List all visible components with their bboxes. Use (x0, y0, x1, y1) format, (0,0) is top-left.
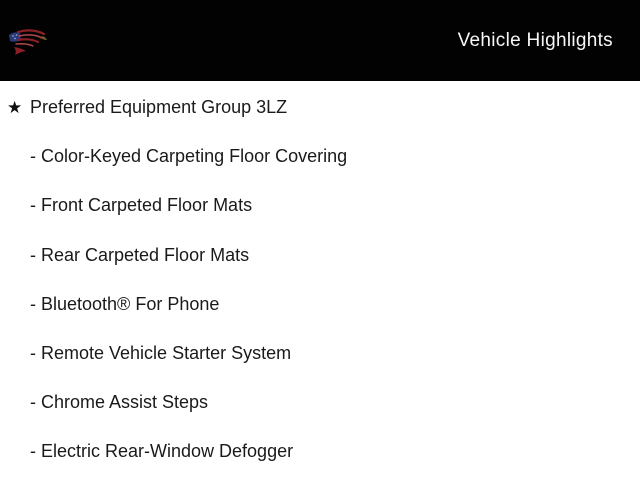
page-title: Vehicle Highlights (457, 29, 613, 51)
feature-item (0, 132, 640, 181)
feature-item (0, 280, 640, 329)
feature-label: - Rear Carpeted Floor Mats (30, 244, 250, 265)
highlights-list (0, 83, 640, 477)
eagle-flag-logo-icon (6, 24, 56, 58)
feature-item (0, 427, 640, 476)
equipment-group-row (0, 83, 640, 132)
equipment-group-label: Preferred Equipment Group 3LZ (30, 97, 288, 118)
feature-item (0, 231, 640, 280)
feature-label: - Electric Rear-Window Defogger (30, 441, 294, 462)
star-bullet-icon: ★ (7, 97, 23, 117)
feature-item (0, 181, 640, 230)
feature-label: - Front Carpeted Floor Mats (30, 195, 253, 216)
feature-label: - Chrome Assist Steps (30, 392, 209, 413)
feature-label: - Color-Keyed Carpeting Floor Covering (30, 146, 348, 167)
feature-label: - Remote Vehicle Starter System (30, 343, 292, 364)
header-bar (0, 0, 640, 81)
feature-label: - Bluetooth® For Phone (30, 293, 220, 314)
feature-item (0, 329, 640, 378)
feature-item (0, 378, 640, 427)
